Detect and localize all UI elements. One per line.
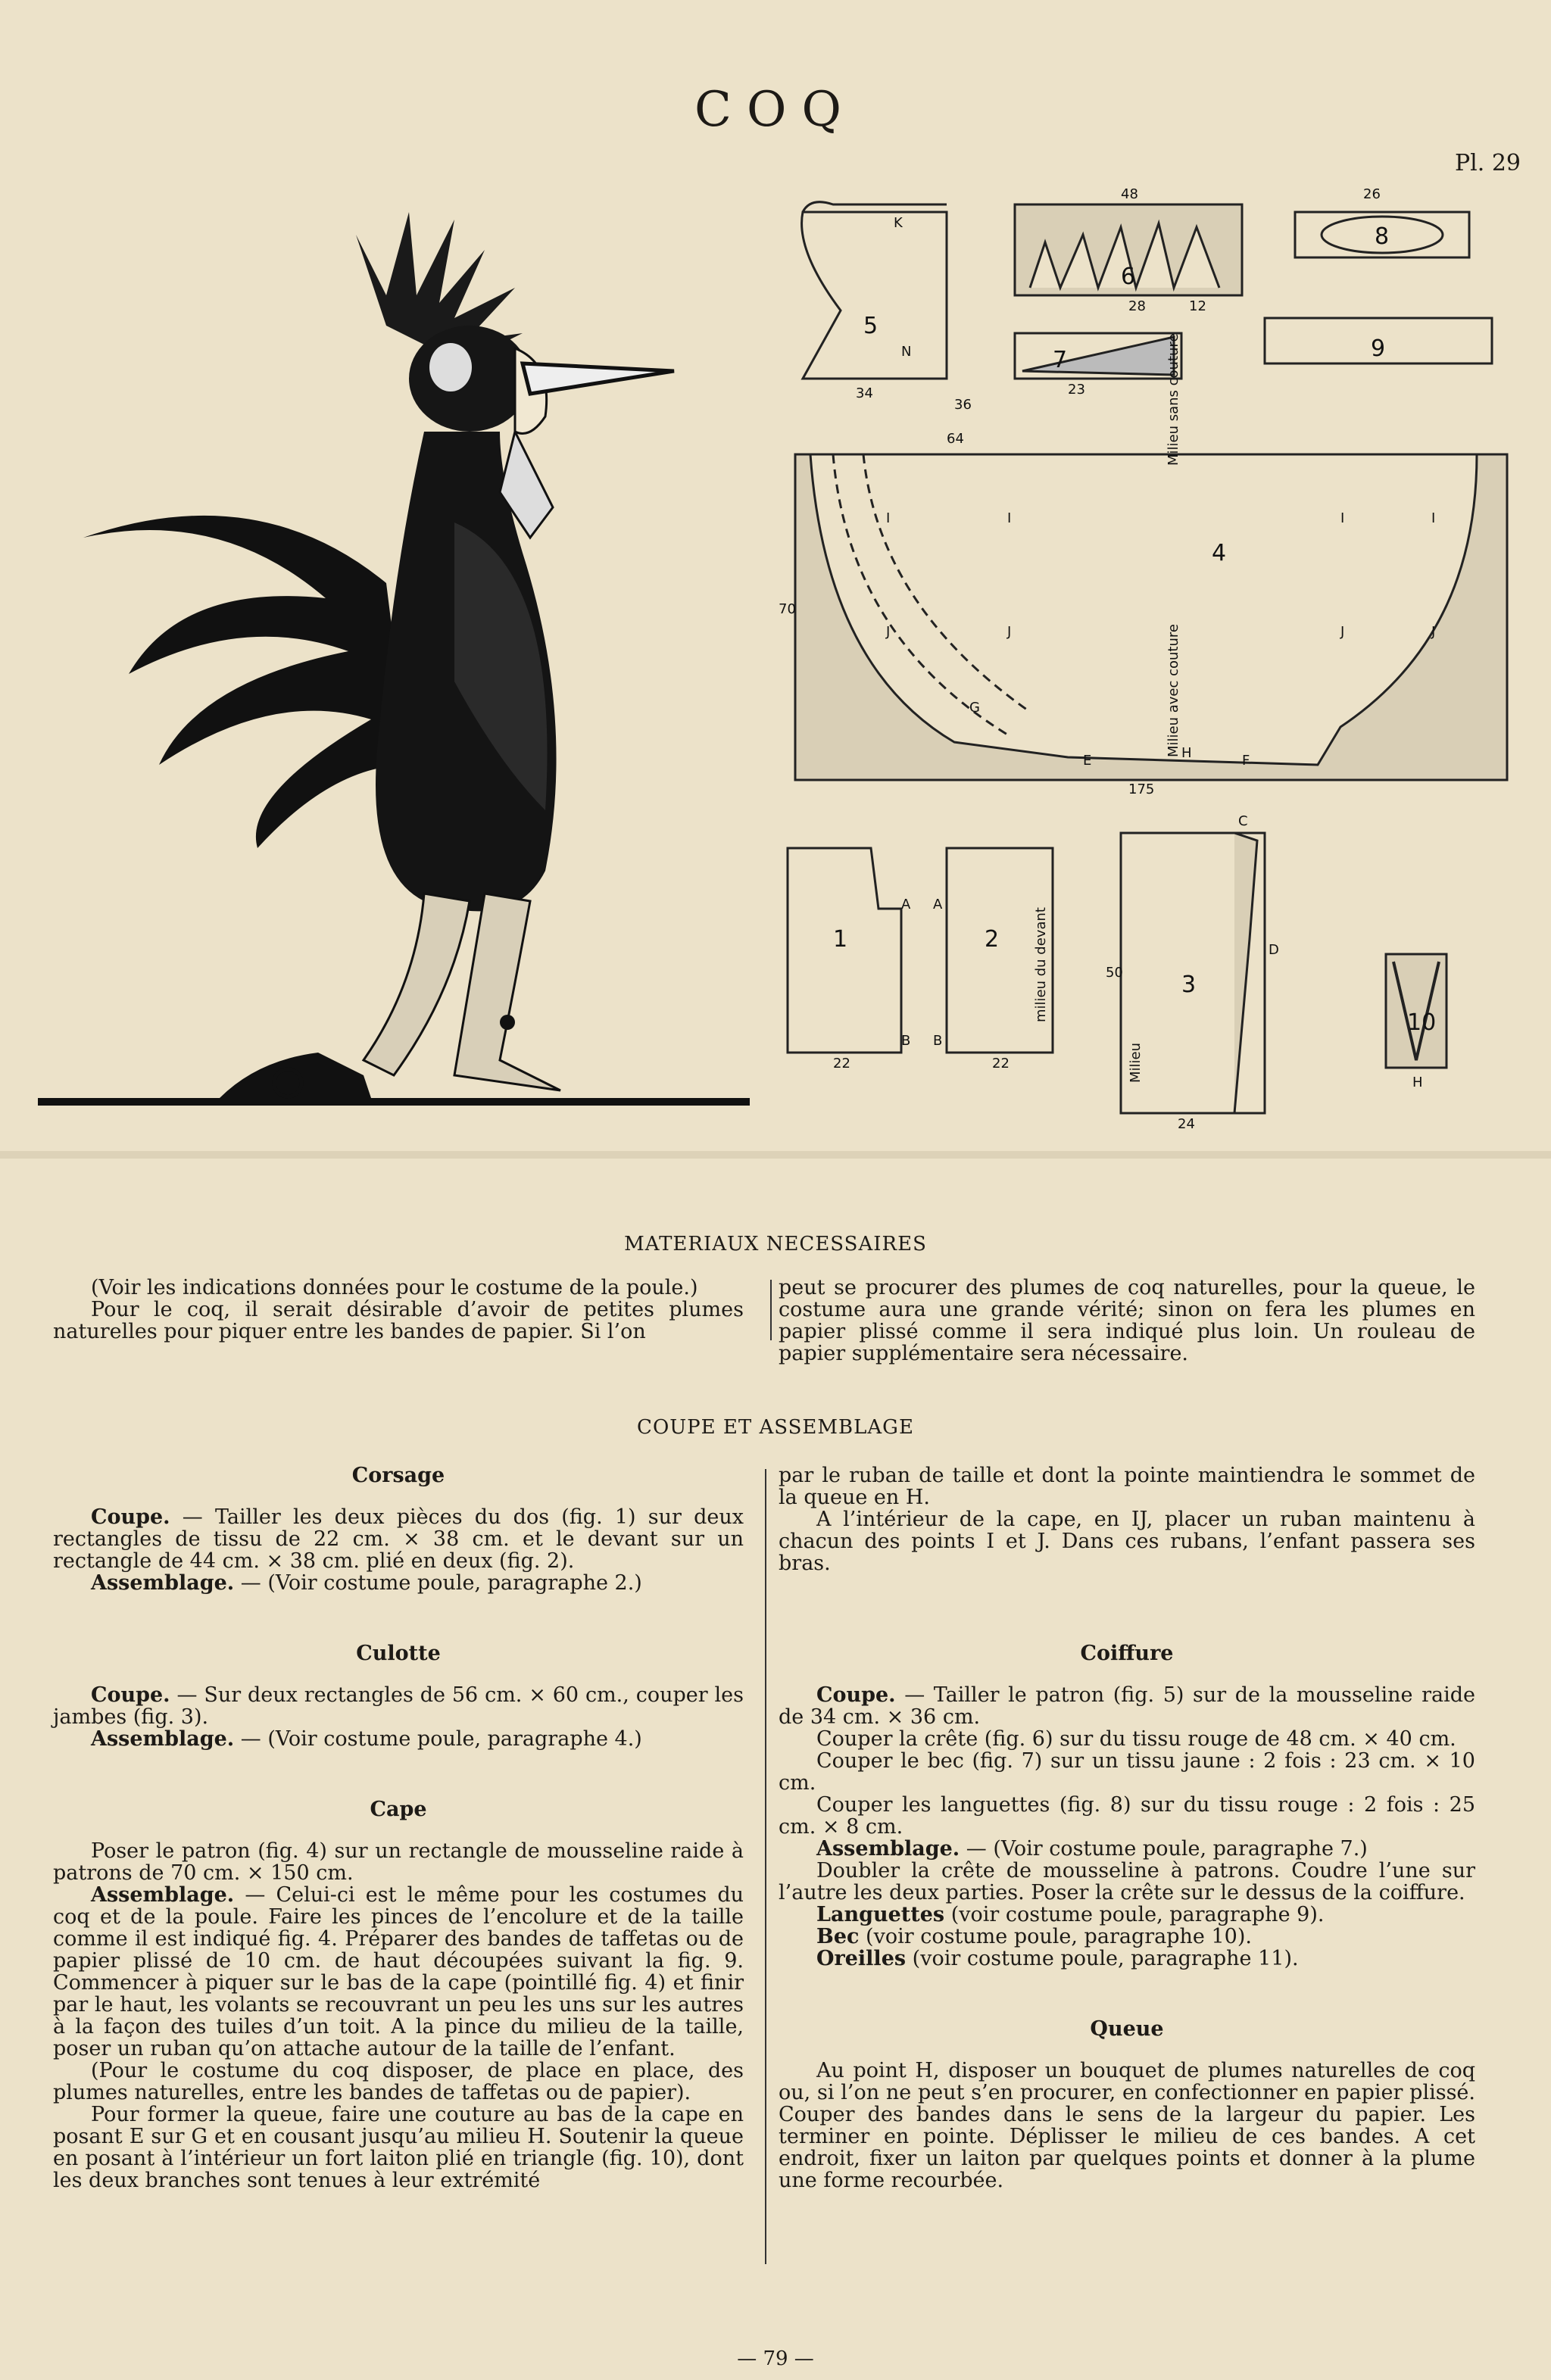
rooster-costume-illustration xyxy=(30,189,757,1121)
cape-assemblage-text: — Celui-ci est le même pour les costumes du coq et de la poule. Faire les pinces de l’encolure et de la taille comme il est indiqué fig. 4. Préparer des bandes de taffetas ou de papier plissé de 10 cm. de haut découpées suivant la fig. 9. Commencer à piquer sur le bas de la cape (pointillé fig. 4) et finir par le haut, les volants se recouvrant un peu les uns sur les autres à la façon des tuiles d’un toit. A la pince du milieu de la taille, poser un ruban qu’on attache autour de la taille de l’enfant. xyxy=(53,1883,744,2060)
materiaux-left-p2: Pour le coq, il serait désirable d’avoir de petites plumes naturelles pour piquer entre les bandes de papier. Si l’on xyxy=(53,1298,744,1343)
plate-number: Pl. 29 xyxy=(1454,150,1521,176)
point-A-1: A xyxy=(901,897,911,912)
queue-text: Au point H, disposer un bouquet de plumes naturelles de coq ou, si l’on ne peut s’en procurer, en confectionner en papier plissé. Couper des bandes dans le sens de la largeur du papier. Les terminer en pointe. Déplisser le milieu de ces bandes. A cet endroit, fixer un laiton par quelques points et donner à la plume une forme recourbée. xyxy=(779,2059,1475,2192)
corsage-assemblage-label: Assemblage. xyxy=(91,1571,235,1595)
dim-22-b: 22 xyxy=(992,1056,1010,1071)
page-title: COQ xyxy=(694,82,857,138)
cape-r1: par le ruban de taille et dont la pointe maintiendra le sommet de la queue en H. xyxy=(779,1464,1475,1509)
culotte-assemblage-text: — (Voir costume poule, paragraphe 4.) xyxy=(240,1727,642,1751)
coiffure-oreilles xyxy=(779,1948,1475,1970)
cape-p3: (Pour le costume du coq disposer, de place en place, des plumes naturelles, entre les bandes de taffetas ou de papier). xyxy=(53,2059,744,2104)
oreilles-text: (voir costume poule, paragraphe 11). xyxy=(912,1947,1299,1970)
fig5-hood-pattern xyxy=(802,212,947,379)
coiffure-l6: Doubler la crête de mousseline à patrons. Coudre l’une sur l’autre les deux parties. Poser la crête sur le dessus de la coiffure. xyxy=(779,1859,1475,1904)
milieu-du-devant-label: milieu du devant xyxy=(1033,907,1049,1022)
point-F: F xyxy=(1242,753,1250,769)
coiffure-assemblage xyxy=(779,1838,1475,1860)
languettes-label: Languettes xyxy=(816,1903,945,1926)
point-H-fig10: H xyxy=(1412,1075,1423,1090)
point-H: H xyxy=(1181,745,1192,761)
cape-assemblage-label: Assemblage. xyxy=(91,1883,235,1907)
column-rule-top xyxy=(770,1280,772,1340)
point-J-2: J xyxy=(1007,624,1012,640)
dim-28: 28 xyxy=(1128,298,1146,314)
corsage-assemblage-text: — (Voir costume poule, paragraphe 2.) xyxy=(240,1571,642,1595)
coupe-heading: COUPE ET ASSEMBLAGE xyxy=(637,1416,914,1439)
culotte-assemblage xyxy=(53,1728,744,1750)
coiffure-assemblage-text: — (Voir costume poule, paragraphe 7.) xyxy=(966,1837,1368,1861)
pattern-diagrams xyxy=(765,182,1522,1136)
fig6-label: 6 xyxy=(1121,264,1136,290)
fig5-top-edge xyxy=(803,202,947,212)
dim-12: 12 xyxy=(1189,298,1206,314)
tail-shape xyxy=(83,516,409,848)
point-A-2: A xyxy=(933,897,943,912)
dim-175: 175 xyxy=(1128,781,1155,797)
point-B-2: B xyxy=(933,1033,943,1049)
dim-50: 50 xyxy=(1106,965,1123,981)
coiffure-l3: Couper le bec (fig. 7) sur un tissu jaune : 2 fois : 23 cm. × 10 cm. xyxy=(779,1749,1475,1795)
coiffure-l2: Couper la crête (fig. 6) sur du tissu rouge de 48 cm. × 40 cm. xyxy=(816,1727,1456,1751)
materiaux-heading: MATERIAUX NECESSAIRES xyxy=(624,1233,927,1256)
culotte-assemblage-label: Assemblage. xyxy=(91,1727,235,1751)
point-I-2: I xyxy=(1007,510,1012,526)
section-divider xyxy=(0,1151,1551,1159)
fig8-label: 8 xyxy=(1375,223,1390,250)
dim-26: 26 xyxy=(1363,186,1381,202)
coiffure-coupe-text: — Tailler le patron (fig. 5) sur de la mousseline raide de 34 cm. × 36 cm. xyxy=(779,1683,1475,1729)
fig4-label: 4 xyxy=(1212,540,1227,566)
milieu-sans-couture-label: Milieu sans couture xyxy=(1166,333,1181,466)
oreilles-label: Oreilles xyxy=(816,1947,907,1970)
back-leg-shape xyxy=(364,894,470,1075)
hood-shape xyxy=(409,326,530,432)
flower-shape xyxy=(500,1015,515,1030)
dim-23: 23 xyxy=(1068,382,1085,398)
point-I-4: I xyxy=(1431,510,1436,526)
corsage-coupe xyxy=(53,1506,744,1572)
dim-70: 70 xyxy=(779,601,796,617)
dim-48: 48 xyxy=(1121,186,1138,202)
fig10-label: 10 xyxy=(1407,1009,1437,1036)
ear-shape xyxy=(429,343,472,391)
coiffure-assemblage-label: Assemblage. xyxy=(816,1837,960,1861)
dim-64: 64 xyxy=(947,431,964,447)
bec-text: (voir costume poule, paragraphe 10). xyxy=(866,1925,1252,1948)
corsage-assemblage xyxy=(53,1572,744,1594)
page-number: — 79 — xyxy=(737,2347,814,2370)
point-C: C xyxy=(1238,813,1248,829)
point-I-1: I xyxy=(886,510,891,526)
culotte-coupe xyxy=(53,1684,744,1728)
point-J-4: J xyxy=(1431,624,1436,640)
materiaux-left-column xyxy=(53,1277,744,1343)
dim-36: 36 xyxy=(954,397,972,413)
coiffure-l4: Couper les languettes (fig. 8) sur du tissu rouge : 2 fois : 25 cm. × 8 cm. xyxy=(779,1793,1475,1839)
materiaux-right-p1: peut se procurer des plumes de coq naturelles, pour la queue, le costume aura une grande vérité; sinon on fera les plumes en papier plissé comme il sera indiqué plus loin. Un rouleau de papier supplémentaire sera nécessaire. xyxy=(779,1276,1475,1365)
coiffure-bec xyxy=(779,1926,1475,1948)
point-B-1: B xyxy=(901,1033,911,1049)
cape-p4: Pour former la queue, faire une couture au bas de la cape en posant E sur G et en cousant jusqu’au milieu H. Soutenir la queue en posant à l’intérieur un fort laiton plié en triangle (fig. 10), dont les deux branches sont tenues à leur extrémité xyxy=(53,2103,744,2192)
corsage-title: Corsage xyxy=(351,1464,445,1487)
point-I-3: I xyxy=(1340,510,1345,526)
coiffure-title: Coiffure xyxy=(1080,1642,1174,1665)
coiffure-languettes xyxy=(779,1904,1475,1926)
column-rule-bottom xyxy=(765,1469,766,2264)
culotte-coupe-text: — Sur deux rectangles de 56 cm. × 60 cm., couper les jambes (fig. 3). xyxy=(53,1683,744,1729)
point-E: E xyxy=(1083,753,1092,769)
point-K: K xyxy=(894,215,903,231)
cart-wreck-shape xyxy=(220,1053,371,1098)
dim-22-a: 22 xyxy=(833,1056,850,1071)
cape-title: Cape xyxy=(370,1798,427,1821)
materiaux-left-p1: (Voir les indications données pour le costume de la poule.) xyxy=(91,1276,698,1299)
languettes-text: (voir costume poule, paragraphe 9). xyxy=(950,1903,1325,1926)
ground-line xyxy=(38,1098,750,1106)
coupe-right-column xyxy=(779,1464,1475,2191)
culotte-coupe-label: Coupe. xyxy=(91,1683,170,1707)
beak-shape xyxy=(523,363,674,394)
point-J-3: J xyxy=(1340,624,1345,640)
dim-24: 24 xyxy=(1178,1116,1195,1132)
fig3-label: 3 xyxy=(1181,972,1197,998)
point-G: G xyxy=(969,700,980,716)
point-D: D xyxy=(1269,942,1279,958)
culotte-title: Culotte xyxy=(356,1642,441,1665)
coiffure-coupe-label: Coupe. xyxy=(816,1683,896,1707)
corsage-coupe-label: Coupe. xyxy=(91,1505,170,1529)
front-leg-shape xyxy=(454,894,560,1090)
fig2-label: 2 xyxy=(985,926,1000,953)
cape-p1: Poser le patron (fig. 4) sur un rectangle de mousseline raide à patrons de 70 cm. × 150 cm. xyxy=(53,1839,744,1885)
coiffure-coupe xyxy=(779,1684,1475,1728)
fig7-label: 7 xyxy=(1053,347,1068,373)
point-N: N xyxy=(901,344,912,360)
queue-title: Queue xyxy=(1090,2017,1164,2041)
bec-label: Bec xyxy=(816,1925,860,1948)
fig5-label: 5 xyxy=(863,313,878,339)
milieu-label: Milieu xyxy=(1128,1042,1144,1083)
materiaux-right-column xyxy=(779,1277,1475,1365)
milieu-avec-couture-label: Milieu avec couture xyxy=(1166,624,1181,757)
fig1-label: 1 xyxy=(833,926,848,953)
coupe-left-column xyxy=(53,1464,744,2191)
cape-r2: A l’intérieur de la cape, en IJ, placer un ruban maintenu à chacun des points I et J. Dans ces rubans, l’enfant passera ses bras. xyxy=(779,1508,1475,1575)
cape-assemblage xyxy=(53,1884,744,2060)
fig9-label: 9 xyxy=(1371,335,1386,362)
corsage-coupe-text: — Tailler les deux pièces du dos (fig. 1) sur deux rectangles de tissu de 22 cm. × 38 cm. et le devant sur un rectangle de 44 cm. × 38 cm. plié en deux (fig. 2). xyxy=(53,1505,744,1573)
dim-34: 34 xyxy=(856,385,873,401)
point-J-1: J xyxy=(886,624,891,640)
